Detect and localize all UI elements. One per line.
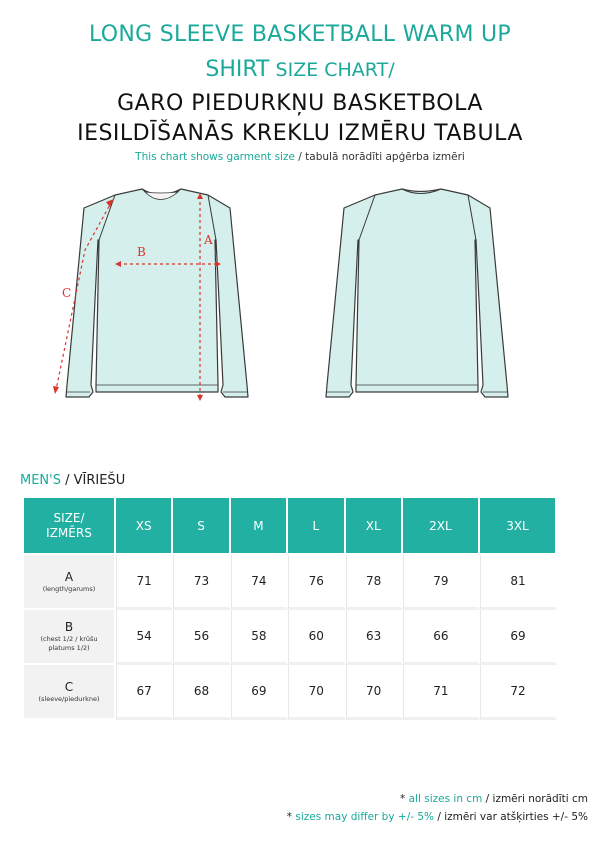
table-cell: 73 [173, 555, 230, 610]
notes [287, 790, 588, 826]
table-row-b [24, 610, 557, 665]
title-line-3: GARO PIEDURKŅU BASKETBOLA [117, 91, 483, 116]
table-cell: 71 [116, 555, 173, 610]
shirt-front [53, 189, 248, 401]
row-c-desc: (sleeve/piedurkne) [38, 694, 100, 703]
row-a-label: A [64, 569, 74, 584]
table-cell: 69 [480, 610, 557, 665]
size-header-label-line2: IZMĒRS [46, 525, 92, 540]
table-cell: 70 [346, 665, 403, 720]
row-a-label-cell [24, 555, 116, 610]
note-tolerance-star: * [286, 811, 296, 823]
row-c-label: C [64, 679, 74, 694]
row-a-desc: (length/garums) [42, 584, 96, 593]
table-cell: 78 [346, 555, 403, 610]
note-units-star: * [400, 793, 409, 805]
size-header-xs: XS [116, 498, 173, 555]
shirt-illustrations [40, 180, 560, 415]
table-cell: 70 [288, 665, 345, 720]
measure-a-label: A [204, 233, 213, 247]
table-cell: 67 [116, 665, 173, 720]
title-line-2-main: SHIRT [205, 57, 270, 82]
note-units-english: all sizes in cm [408, 793, 483, 805]
table-cell: 79 [403, 555, 480, 610]
note-tolerance [287, 808, 588, 826]
table-cell: 81 [480, 555, 557, 610]
subtitle [0, 150, 600, 164]
row-b-desc: (chest 1/2 / krūšu platums 1/2) [40, 635, 98, 652]
subtitle-latvian: / tabulā norādīti apģērba izmēri [294, 151, 465, 163]
title-line-2 [0, 57, 600, 83]
size-header-m: M [231, 498, 288, 555]
table-cell: 74 [231, 555, 288, 610]
note-units-latvian: / izmēri norādīti cm [482, 793, 588, 805]
measure-a-arrow-bottom [197, 395, 203, 401]
table-cell: 54 [116, 610, 173, 665]
section-label-latvian: / VĪRIEŠU [60, 473, 126, 488]
shirt-back [326, 189, 508, 397]
table-cell: 71 [403, 665, 480, 720]
title-line-2-small: SIZE CHART/ [269, 59, 395, 81]
size-header-xl: XL [346, 498, 403, 555]
table-cell: 63 [346, 610, 403, 665]
size-header-l: L [288, 498, 345, 555]
note-tolerance-latvian: / izmēri var atšķirties +/- 5% [434, 811, 588, 823]
size-header-2xl: 2XL [403, 498, 480, 555]
measure-c-label: C [62, 286, 72, 300]
title-line-4: IESILDĪŠANĀS KREKLU IZMĒRU TABULA [77, 121, 523, 146]
size-header-3xl: 3XL [480, 498, 557, 555]
table-cell: 72 [480, 665, 557, 720]
table-cell: 56 [173, 610, 230, 665]
size-table [24, 498, 557, 720]
table-cell: 66 [403, 610, 480, 665]
row-b-label: B [64, 620, 74, 634]
table-row-c [24, 665, 557, 720]
table-cell: 69 [231, 665, 288, 720]
size-header-s: S [173, 498, 230, 555]
size-header-label [24, 498, 116, 555]
row-c-label-cell [24, 665, 116, 720]
shirt-back-body [326, 189, 508, 397]
size-header-row [24, 498, 557, 555]
shirt-front-body [66, 189, 248, 397]
table-cell: 76 [288, 555, 345, 610]
note-tolerance-english: sizes may differ by +/- 5% [295, 811, 435, 823]
note-units [287, 790, 588, 808]
title-line-1: LONG SLEEVE BASKETBALL WARM UP [88, 22, 511, 47]
section-label-english: MEN'S [20, 473, 61, 488]
row-b-label-cell [24, 610, 116, 665]
measure-c-arrow-bottom [53, 386, 59, 394]
table-row-a [24, 555, 557, 610]
table-cell: 68 [173, 665, 230, 720]
subtitle-english: This chart shows garment size [135, 151, 295, 163]
table-cell: 58 [231, 610, 288, 665]
measure-b-label: B [137, 245, 146, 259]
table-cell: 60 [288, 610, 345, 665]
size-header-label-line1: SIZE/ [53, 510, 85, 525]
section-label [20, 472, 125, 490]
